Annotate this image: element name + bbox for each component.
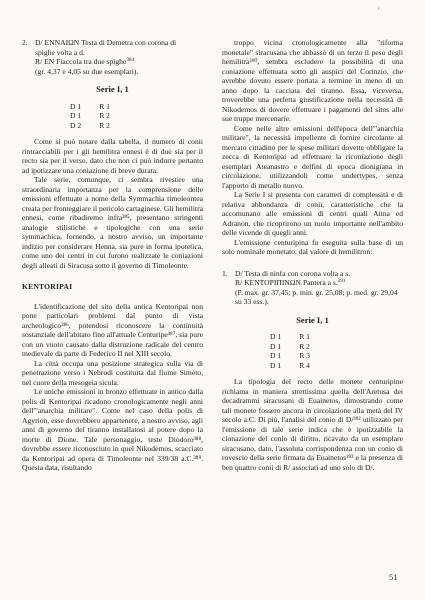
die-reverse: R 1 xyxy=(99,101,110,111)
coin-entry-1 xyxy=(222,269,403,307)
paragraph: L'identificazione del sito della antica Kentoripai non pone particolari problemi dal punto di vista archeologico³⁸⁶, potendosi riconoscere la continuità sostanziale dell'abitato fino all'attuale Centuripe³⁸⁷, sia pure con un vuoto causato dalla distruzione radicale del centro medievale da parte di Federico II nel XIII secolo. xyxy=(22,301,203,358)
entry-number: 2. xyxy=(22,38,28,47)
die-reverse: R 2 xyxy=(299,341,310,351)
page-number: 51 xyxy=(389,573,398,582)
die-obverse: D 1 xyxy=(270,341,282,351)
left-column xyxy=(22,38,203,473)
entry-line: (gr. 4,37 e 4,05 su due esemplari). xyxy=(35,66,139,76)
die-row xyxy=(270,361,328,371)
die-row xyxy=(70,102,128,112)
die-row xyxy=(70,111,128,121)
entry-body xyxy=(35,38,203,76)
die-row xyxy=(270,351,328,361)
paragraph: La Serie I si presenta con caratteri di complessità e di relativa abbondanza di conii, caratteristiche che la accomunano alle emissioni di centri quali Aitna ed Adranon, che ricoprirono un ruolo importante nell'ambito delle vicende di quegli anni. xyxy=(222,190,403,237)
paragraph: Come nelle altre emissioni dell'epoca dell'"anarchia militare", la necessità impellente di fornire circolante al mercato cittadino per le spese militari dovette obbligare la zecca di Kentoripai ad effettuare la riconiazione degli esemplari Ateanastro e delfini di epoca dionigiana in circolazione, utilizzandoli come undertypes, senza l'apporto di metallo nuovo. xyxy=(222,123,403,190)
entry-line: D/ Testa di ninfa con corona volta a s. xyxy=(235,268,351,278)
footnote-ref: 391 xyxy=(337,278,346,284)
entry-number: 1. xyxy=(222,268,228,278)
die-reverse: R 4 xyxy=(299,360,310,370)
die-reverse: R 3 xyxy=(299,351,310,360)
entry-line: D/ ΕΝΝΑΙΩΝ Testa di Demetra con corona di xyxy=(35,38,177,47)
entry-line-text: R/ ΕΝ Fiaccola tra due spighe xyxy=(35,57,127,66)
series-title: Serie I, 1 xyxy=(296,314,329,325)
entry-line: spighe volta a d. xyxy=(35,47,85,57)
entry-line xyxy=(35,57,203,67)
die-row xyxy=(70,121,128,131)
entry-line-text: R/ ΚΕΝΤΟΡΙΠΙΝΩΝ Pantera a s. xyxy=(235,278,338,287)
coin-entry-2 xyxy=(22,38,203,76)
die-obverse: D 1 xyxy=(70,111,82,120)
die-reverse: R 1 xyxy=(299,332,310,341)
die-row xyxy=(270,342,328,352)
die-obverse: D 1 xyxy=(270,360,282,370)
die-reverse: R 2 xyxy=(99,120,110,130)
paragraph: L'emissione centuripina fu eseguita sulla base di un solo nominale monetato, dal valore di hemilitron: xyxy=(222,237,403,256)
die-table xyxy=(70,102,128,131)
die-obverse: D 1 xyxy=(270,332,282,341)
entry-line: (P. max. gr. 37,45; p. min. gr. 25,08; p. med. gr. 29,04 su 33 ess.). xyxy=(235,287,398,306)
entry-line xyxy=(235,278,403,288)
paragraph: troppo vicina cronologicamente alla "riforma monetale" siracusana che abbassò di un terzo il peso degli hemilitra³⁹⁰, sembra escludere la possibilità di una coniazione effettuata sotto gli auspici del Corinzio, che avrebbe dovuto essere portata a termine in meno di un anno dopo la cacciata del tiranno. Essa, viceversa, troverebbe una perfetta giustificazione nella necessità di Nikodemos di dovere effettuare i pagamenti del sitos alle sue truppe mercenarie. xyxy=(222,38,403,123)
die-table xyxy=(270,332,328,370)
paragraph: La città occupa una posizione strategica sulla via di penetrazione verso i Nebrodi costituita dal fiume Simeto, nel cuore della mesogeia sicula. xyxy=(22,358,203,387)
paragraph: La tipologia del recto delle monete centuripine richiama in maniera strettissima quella dell'Aretusa dei decadrammi siracusani di Euainetos, dimostrando come tali monete fossero ancora in circolazione alla metà del IV secolo a.C. Di più, l'analisi del conio di D/³⁹² utilizzato per l'emissione di tale serie indica che è ipotizzabile la clonazione del conio di diritto, ricavato da un esemplare siracusano, dato, l'assoluta corrispondenza con un conio di rovescio della serie firmata da Euainetos³⁹³ e la presenza di ben quattro conii di R/ associati ad uno solo di D/. xyxy=(222,377,403,472)
paragraph: Tale serie, comunque, ci sembra rivestire una straordinaria importanza per la comprensione delle emissioni effettuate a nome della Symmachia timoleontea creata per fronteggiare il pericolo cartaginese. Gli hemilitra ennesi, come ribadiremo infra³⁸⁵, presentano stringenti analogie stilistiche e tipologiche con una serie symmachica, fornendo, a nostro avviso, un importante indizio per considerare Henna, sia pure in forma ipotetica, come uno dei centri in cui furono realizzate le coniazioni degli alleati di Siracusa sotto il governo di Timoleonte. xyxy=(22,175,203,270)
die-reverse: R 2 xyxy=(99,111,110,120)
series-title: Serie I, 1 xyxy=(96,84,129,94)
right-column xyxy=(222,38,403,472)
die-row xyxy=(270,332,328,342)
footnote-ref: 384 xyxy=(126,57,135,63)
entry-body xyxy=(235,269,403,307)
page-mark: ' xyxy=(378,6,380,16)
die-obverse: D 2 xyxy=(70,120,82,130)
paragraph: Come si può notare dalla tabella, il numero di conii rintracciabili per i gli hemilitra ennesi è di due sia per il recto sia per il verso, dato che non ci può indurre pertanto ad ipotizzare una coniazione di breve durata. xyxy=(22,137,203,175)
section-heading: KENTORIPAI xyxy=(22,282,73,291)
paragraph: Le uniche emissioni in bronzo effettuate in antico dalla polis di Kentoripai ricadono cronologicamente negli anni dell'"anarchia militare". Come nel caso della polis di Agyrion, esse dovrebbero appartenere, a nostro avviso, agli anni di governo del tiranno installatosi al potere dopo la morte di Dione. Tale personaggio, teste Diodoro³⁸⁸, dovrebbe essere riconosciuto in quel Nikodemos, scacciato da Kentoripai ad opera di Timoleonte nel 339/38 a.C.³⁸⁹. Questa data, risultando xyxy=(22,387,203,472)
die-obverse: D 1 xyxy=(70,101,82,111)
die-obverse: D 1 xyxy=(270,351,282,360)
